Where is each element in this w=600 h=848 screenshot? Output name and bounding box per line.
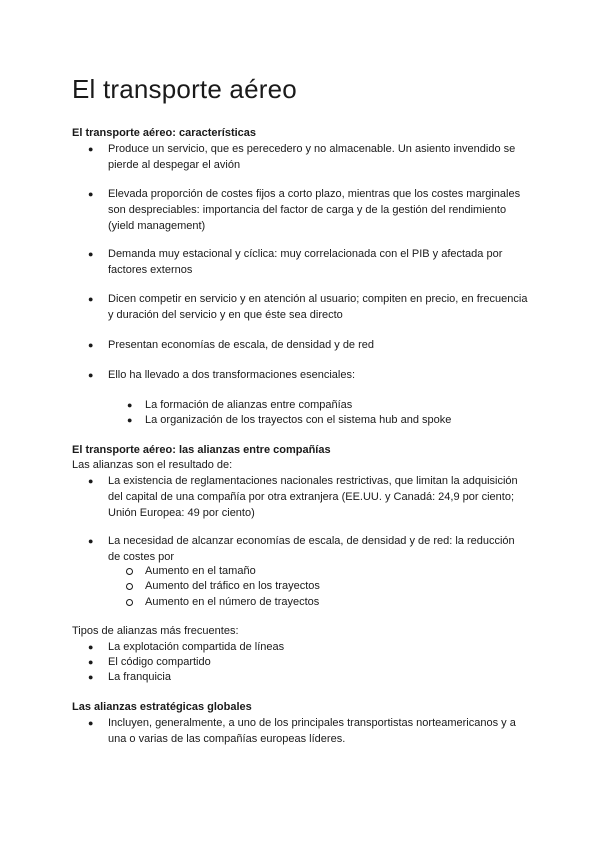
section-heading-alliances: El transporte aéreo: las alianzas entre compañías — [72, 444, 331, 456]
bullet-icon: ● — [127, 415, 133, 425]
list-item: Ello ha llevado a dos transformaciones esenciales: — [108, 369, 356, 381]
list-item: Aumento en el tamaño — [145, 565, 256, 577]
list-item: La formación de alianzas entre compañías — [145, 399, 353, 411]
list-item: El código compartido — [108, 656, 211, 668]
circle-bullet-icon — [126, 568, 133, 575]
list-item: Incluyen, generalmente, a uno de los principales transportistas norteamericanos y a una o varias de las compañías europeas líderes. — [108, 717, 516, 745]
bullet-icon: ● — [127, 400, 133, 410]
list-item: La existencia de reglamentaciones nacionales restrictivas, que limitan la adquisición del capital de una compañía por otra extranjera (EE.UU. y Canadá: 24,9 por ciento; Unión Europea: 49 por ciento) — [108, 475, 518, 519]
types-intro: Tipos de alianzas más frecuentes: — [72, 625, 239, 637]
bullet-icon: ● — [88, 657, 94, 667]
bullet-icon: ● — [88, 189, 94, 199]
bullet-icon: ● — [88, 476, 94, 486]
list-item: Presentan economías de escala, de densidad y de red — [108, 339, 375, 351]
list-item: Demanda muy estacional y cíclica: muy correlacionada con el PIB y afectada por factores externos — [108, 248, 503, 276]
list-item: Aumento del tráfico en los trayectos — [145, 580, 320, 592]
section-heading-characteristics: El transporte aéreo: características — [72, 127, 257, 139]
list-item: Produce un servicio, que es perecedero y no almacenable. Un asiento invendido se pierde al despegar el avión — [108, 143, 516, 171]
bullet-icon: ● — [88, 249, 94, 259]
list-item: La explotación compartida de líneas — [108, 641, 285, 653]
circle-bullet-icon — [126, 599, 133, 606]
bullet-icon: ● — [88, 294, 94, 304]
list-item: La franquicia — [108, 671, 171, 683]
list-item: Elevada proporción de costes fijos a corto plazo, mientras que los costes marginales son despreciables: importancia del factor de carga y de la gestión del rendimiento (yield management) — [108, 188, 521, 232]
page-title: El transporte aéreo — [72, 74, 297, 104]
bullet-icon: ● — [88, 370, 94, 380]
list-item: La necesidad de alcanzar economías de escala, de densidad y de red: la reducción de costes por — [108, 535, 515, 563]
bullet-icon: ● — [88, 144, 94, 154]
bullet-icon: ● — [88, 642, 94, 652]
list-item: Aumento en el número de trayectos — [145, 596, 320, 608]
list-item: La organización de los trayectos con el sistema hub and spoke — [145, 414, 452, 426]
circle-bullet-icon — [126, 583, 133, 590]
section-intro: Las alianzas son el resultado de: — [72, 459, 233, 471]
bullet-icon: ● — [88, 340, 94, 350]
bullet-icon: ● — [88, 536, 94, 546]
bullet-icon: ● — [88, 672, 94, 682]
list-item: Dicen competir en servicio y en atención al usuario; compiten en precio, en frecuencia y duración del servicio y en que éste sea directo — [108, 293, 528, 321]
section-heading-global-alliances: Las alianzas estratégicas globales — [72, 701, 252, 713]
bullet-icon: ● — [88, 718, 94, 728]
